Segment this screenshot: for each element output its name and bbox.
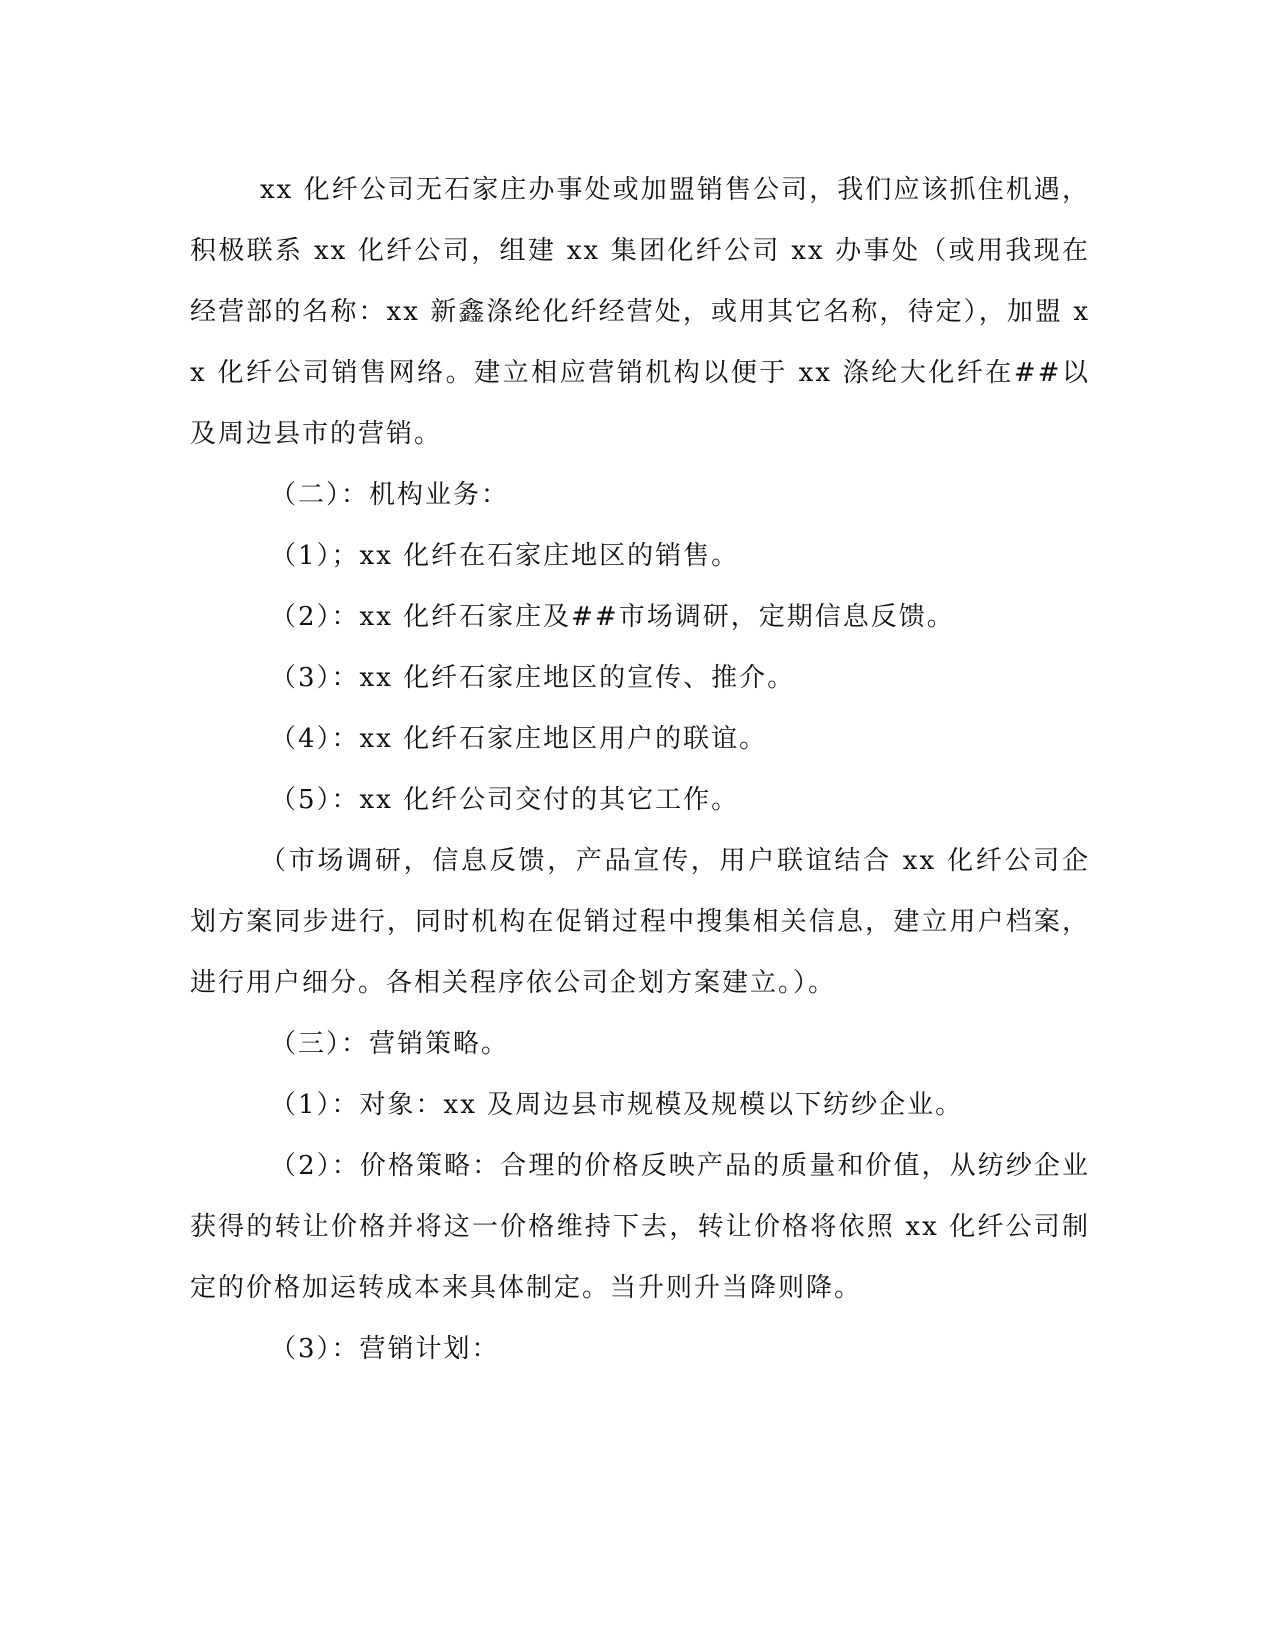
section-heading-business: （二）：机构业务：: [270, 480, 510, 510]
strategy-item-1: （1）：对象：xx 及周边县市规模及规模以下纺纱企业。: [270, 1090, 964, 1120]
document-body: [190, 160, 1090, 1380]
section-heading-strategy: （三）：营销策略。: [270, 1029, 510, 1059]
business-item-5: （5）：xx 化纤公司交付的其它工作。: [270, 785, 740, 815]
business-item-1: （1）；xx 化纤在石家庄地区的销售。: [270, 541, 740, 571]
paragraph-intro: xx 化纤公司无石家庄办事处或加盟销售公司，我们应该抓住机遇，积极联系 xx 化纤公司，组建 xx 集团化纤公司 xx 办事处（或用我现在经营部的名称：xx 新鑫涤纶化纤经营处，或用其它名称，待定），加盟 xx 化纤公司销售网络。建立相应营销机构以便于 xx 涤纶大化纤在##以及周边县市的营销。: [190, 175, 1090, 449]
business-item-4: （4）：xx 化纤石家庄地区用户的联谊。: [270, 724, 768, 754]
strategy-item-2: （2）：价格策略：合理的价格反映产品的质量和价值，从纺纱企业获得的转让价格并将这一价格维持下去，转让价格将依照 xx 化纤公司制定的价格加运转成本来具体制定。当升则升当降则降。: [190, 1151, 1090, 1303]
paragraph-note: （市场调研，信息反馈，产品宣传，用户联谊结合 xx 化纤公司企划方案同步进行，同时机构在促销过程中搜集相关信息，建立用户档案，进行用户细分。各相关程序依公司企划方案建立。）。: [190, 846, 1090, 998]
business-item-2: （2）：xx 化纤石家庄及##市场调研，定期信息反馈。: [270, 602, 955, 632]
strategy-item-3: （3）：营销计划：: [270, 1334, 500, 1364]
business-item-3: （3）：xx 化纤石家庄地区的宣传、推介。: [270, 663, 796, 693]
